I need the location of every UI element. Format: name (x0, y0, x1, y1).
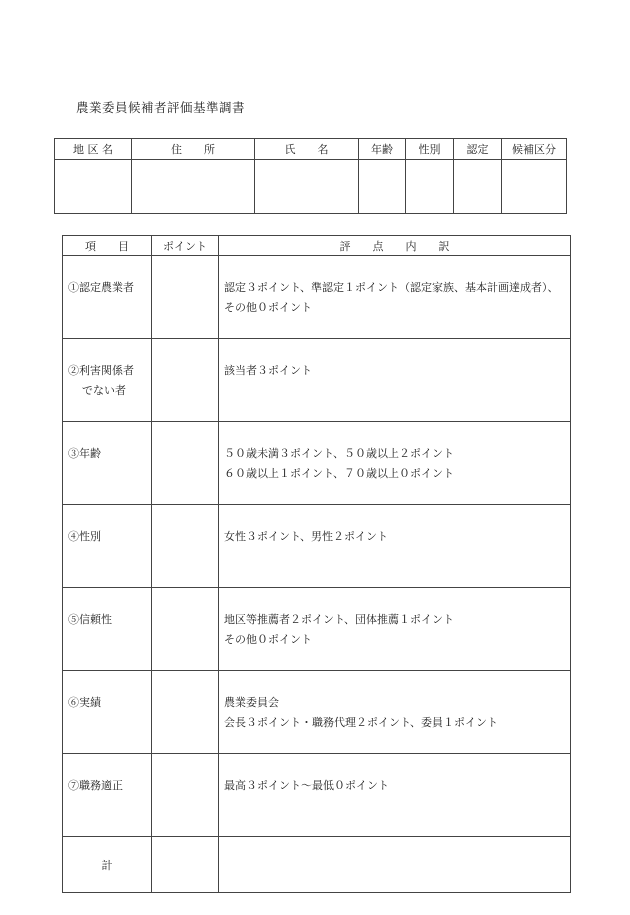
header-certification: 認定 (454, 139, 502, 160)
district-cell[interactable] (55, 160, 132, 214)
table-row (63, 339, 571, 422)
document-title: 農業委員候補者評価基準調書 (76, 100, 246, 115)
criterion-item (63, 339, 152, 422)
header-district: 地 区 名 (55, 139, 132, 160)
criterion-detail-line: 会長３ポイント・職務代理２ポイント、委員１ポイント (224, 716, 499, 729)
points-cell[interactable] (152, 754, 219, 837)
criterion-detail (219, 422, 571, 505)
applicant-info-table (54, 138, 567, 214)
name-cell[interactable] (255, 160, 359, 214)
total-row (63, 837, 571, 893)
criteria-table (62, 235, 571, 893)
criterion-item-line: ⑤信頼性 (68, 613, 112, 626)
criterion-item-line: ③年齢 (68, 447, 101, 460)
criterion-detail-line: その他０ポイント (224, 301, 312, 314)
criterion-detail-line: ６０歳以上１ポイント、７０歳以上０ポイント (224, 467, 455, 480)
header-candidate-category: 候補区分 (502, 139, 567, 160)
table-row (63, 588, 571, 671)
table-row (63, 256, 571, 339)
criterion-detail (219, 505, 571, 588)
criterion-item (63, 754, 152, 837)
total-detail-cell (219, 837, 571, 893)
table-row (63, 422, 571, 505)
criterion-item (63, 505, 152, 588)
criterion-detail (219, 339, 571, 422)
points-cell[interactable] (152, 422, 219, 505)
header-gender: 性別 (406, 139, 454, 160)
criterion-item (63, 671, 152, 754)
address-cell[interactable] (132, 160, 255, 214)
header-address: 住 所 (132, 139, 255, 160)
criterion-detail-line: 地区等推薦者２ポイント、団体推薦１ポイント (224, 613, 455, 626)
header-points: ポイント (152, 236, 219, 256)
table-row (63, 505, 571, 588)
criterion-detail (219, 256, 571, 339)
criterion-detail-line: 農業委員会 (224, 696, 279, 709)
criterion-detail-line: 認定３ポイント、準認定１ポイント（認定家族、基本計画達成者）、 (224, 281, 559, 294)
age-cell[interactable] (359, 160, 406, 214)
table-row (63, 671, 571, 754)
table-row (63, 754, 571, 837)
criterion-detail-line: その他０ポイント (224, 633, 312, 646)
criterion-detail-line: ５０歳未満３ポイント、５０歳以上２ポイント (224, 447, 455, 460)
points-cell[interactable] (152, 671, 219, 754)
criterion-detail-line: 女性３ポイント、男性２ポイント (224, 530, 389, 543)
points-cell[interactable] (152, 588, 219, 671)
points-cell[interactable] (152, 256, 219, 339)
criterion-detail-line: 該当者３ポイント (224, 364, 312, 377)
criterion-item-line: でない者 (82, 384, 126, 397)
criterion-item-line: ⑦職務適正 (68, 779, 123, 792)
points-cell[interactable] (152, 339, 219, 422)
header-age: 年齢 (359, 139, 406, 160)
header-name: 氏 名 (255, 139, 359, 160)
criterion-item-line: ②利害関係者 (68, 364, 134, 377)
certification-cell[interactable] (454, 160, 502, 214)
candidate-category-cell[interactable] (502, 160, 567, 214)
criterion-item-line: ①認定農業者 (68, 281, 134, 294)
points-cell[interactable] (152, 505, 219, 588)
header-detail: 評 点 内 訳 (219, 236, 571, 256)
criterion-item (63, 588, 152, 671)
criterion-item (63, 422, 152, 505)
criterion-detail (219, 671, 571, 754)
criterion-item-line: ⑥実績 (68, 696, 101, 709)
header-item: 項 目 (63, 236, 152, 256)
total-points-cell[interactable] (152, 837, 219, 893)
criterion-item (63, 256, 152, 339)
criterion-detail (219, 754, 571, 837)
gender-cell[interactable] (406, 160, 454, 214)
total-label: 計 (63, 837, 152, 893)
criterion-detail-line: 最高３ポイント〜最低０ポイント (224, 779, 389, 792)
criterion-item-line: ④性別 (68, 530, 101, 543)
criterion-detail (219, 588, 571, 671)
